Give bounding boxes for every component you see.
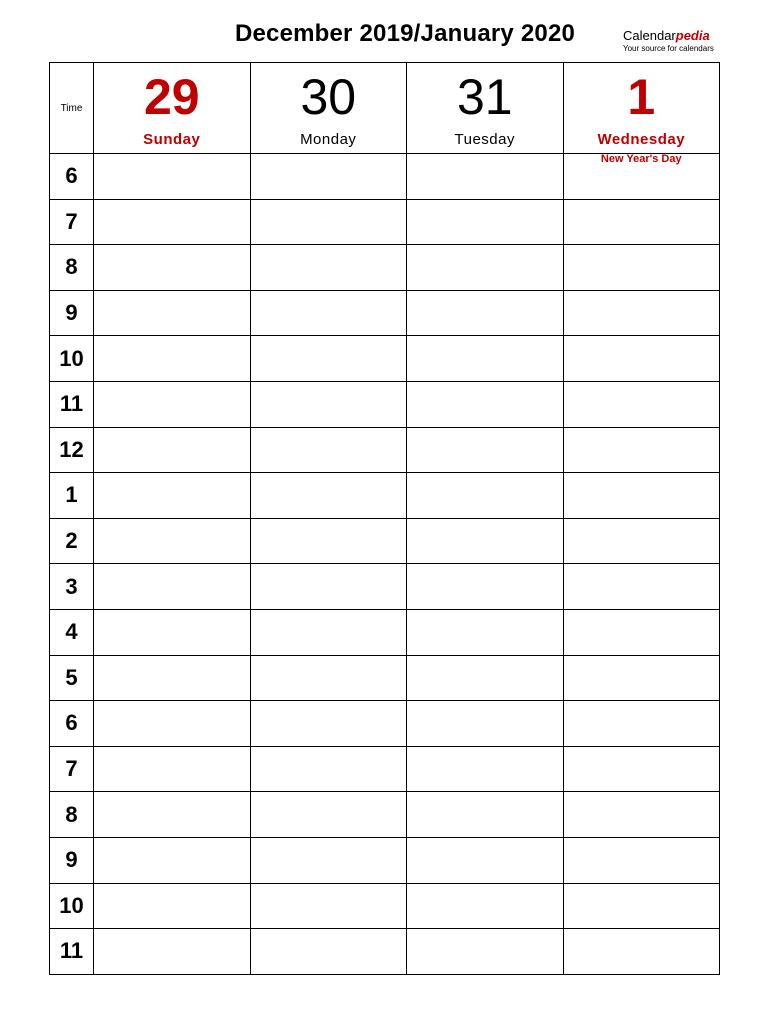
time-slot-cell[interactable] [94,154,251,200]
time-slot-cell[interactable] [563,746,720,792]
brand-tagline: Your source for calendars [623,44,714,53]
hour-label: 8 [50,792,94,838]
day-name: Sunday [143,131,201,148]
time-slot-cell[interactable] [250,792,407,838]
time-slot-cell[interactable] [94,883,251,929]
hour-row [50,427,720,473]
time-slot-cell[interactable] [407,154,564,200]
time-slot-cell[interactable] [563,381,720,427]
time-slot-cell[interactable] [250,290,407,336]
time-slot-cell[interactable] [563,929,720,975]
hour-label: 3 [50,564,94,610]
day-header-wednesday [563,63,720,154]
time-slot-cell[interactable] [94,837,251,883]
hour-row [50,564,720,610]
hour-row [50,655,720,701]
time-slot-cell[interactable] [94,609,251,655]
day-number: 1 [627,69,656,125]
day-number: 29 [143,69,200,125]
time-slot-cell[interactable] [94,473,251,519]
brand-accent: pedia [675,28,710,43]
hour-label: 9 [50,290,94,336]
time-slot-cell[interactable] [94,564,251,610]
time-slot-cell[interactable] [250,655,407,701]
time-slot-cell[interactable] [94,929,251,975]
holiday-label: New Year's Day [600,153,682,165]
time-slot-cell[interactable] [563,792,720,838]
time-slot-cell[interactable] [563,154,720,200]
hour-row [50,290,720,336]
time-slot-cell[interactable] [563,518,720,564]
time-slot-cell[interactable] [563,564,720,610]
time-slot-cell[interactable] [407,564,564,610]
time-slot-cell[interactable] [407,929,564,975]
time-slot-cell[interactable] [563,245,720,291]
hour-row [50,929,720,975]
time-slot-cell[interactable] [563,199,720,245]
time-slot-cell[interactable] [563,473,720,519]
time-slot-cell[interactable] [407,792,564,838]
time-slot-cell[interactable] [407,336,564,382]
time-slot-cell[interactable] [94,655,251,701]
time-slot-cell[interactable] [94,518,251,564]
hour-row [50,837,720,883]
time-slot-cell[interactable] [250,427,407,473]
time-slot-cell[interactable] [250,837,407,883]
time-slot-cell[interactable] [94,746,251,792]
time-slot-cell[interactable] [407,655,564,701]
time-slot-cell[interactable] [407,381,564,427]
time-slot-cell[interactable] [563,837,720,883]
time-slot-cell[interactable] [94,792,251,838]
day-number: 31 [456,69,513,125]
time-slot-cell[interactable] [407,518,564,564]
time-slot-cell[interactable] [407,427,564,473]
hour-row [50,336,720,382]
hour-label: 9 [50,837,94,883]
time-slot-cell[interactable] [563,655,720,701]
page-title: December 2019/January 2020 [234,20,576,47]
header-row [50,63,720,154]
time-slot-cell[interactable] [407,883,564,929]
hour-label: 4 [50,609,94,655]
time-slot-cell[interactable] [250,336,407,382]
time-slot-cell[interactable] [407,290,564,336]
brand-logo [623,28,714,53]
time-header-cell [50,63,94,154]
time-slot-cell[interactable] [250,154,407,200]
day-header-sunday [94,63,251,154]
time-slot-cell[interactable] [563,701,720,747]
time-slot-cell[interactable] [94,245,251,291]
hour-row [50,792,720,838]
day-number: 30 [300,69,357,125]
time-slot-cell[interactable] [563,336,720,382]
time-slot-cell[interactable] [407,837,564,883]
time-slot-cell[interactable] [407,199,564,245]
hour-row [50,199,720,245]
hour-row [50,746,720,792]
hour-label: 10 [50,883,94,929]
hour-row [50,701,720,747]
hour-label: 6 [50,154,94,200]
time-slot-cell[interactable] [407,245,564,291]
time-slot-cell[interactable] [94,381,251,427]
time-slot-cell[interactable] [407,701,564,747]
hour-label: 11 [50,381,94,427]
time-slot-cell[interactable] [250,746,407,792]
time-slot-cell[interactable] [94,290,251,336]
hour-label: 11 [50,929,94,975]
time-slot-cell[interactable] [250,245,407,291]
day-name: Wednesday [597,131,686,148]
hour-row [50,154,720,200]
calendar-grid [49,62,720,975]
time-slot-cell[interactable] [94,199,251,245]
time-slot-cell[interactable] [407,746,564,792]
time-slot-cell[interactable] [94,336,251,382]
hour-label: 7 [50,199,94,245]
hour-row [50,381,720,427]
time-slot-cell[interactable] [407,473,564,519]
hour-label: 7 [50,746,94,792]
hour-label: 1 [50,473,94,519]
time-slot-cell[interactable] [250,929,407,975]
time-slot-cell[interactable] [94,427,251,473]
hour-row [50,473,720,519]
hour-row [50,245,720,291]
time-slot-cell[interactable] [250,701,407,747]
time-slot-cell[interactable] [250,609,407,655]
time-slot-cell[interactable] [563,883,720,929]
day-name: Tuesday [454,131,515,148]
time-label: Time [60,102,83,114]
hour-row [50,609,720,655]
brand-name: Calendar [623,28,676,43]
time-slot-cell[interactable] [563,427,720,473]
time-slot-cell[interactable] [250,473,407,519]
hour-label: 10 [50,336,94,382]
hour-label: 5 [50,655,94,701]
day-header-monday [250,63,407,154]
time-slot-cell[interactable] [407,609,564,655]
time-slot-cell[interactable] [250,199,407,245]
hour-label: 2 [50,518,94,564]
time-slot-cell[interactable] [250,518,407,564]
day-header-tuesday [407,63,564,154]
hour-label: 8 [50,245,94,291]
day-name: Monday [300,131,357,148]
time-slot-cell[interactable] [563,609,720,655]
time-slot-cell[interactable] [94,701,251,747]
hour-row [50,883,720,929]
time-slot-cell[interactable] [250,381,407,427]
time-slot-cell[interactable] [250,883,407,929]
hour-label: 12 [50,427,94,473]
time-slot-cell[interactable] [250,564,407,610]
hour-row [50,518,720,564]
time-slot-cell[interactable] [563,290,720,336]
hour-label: 6 [50,701,94,747]
